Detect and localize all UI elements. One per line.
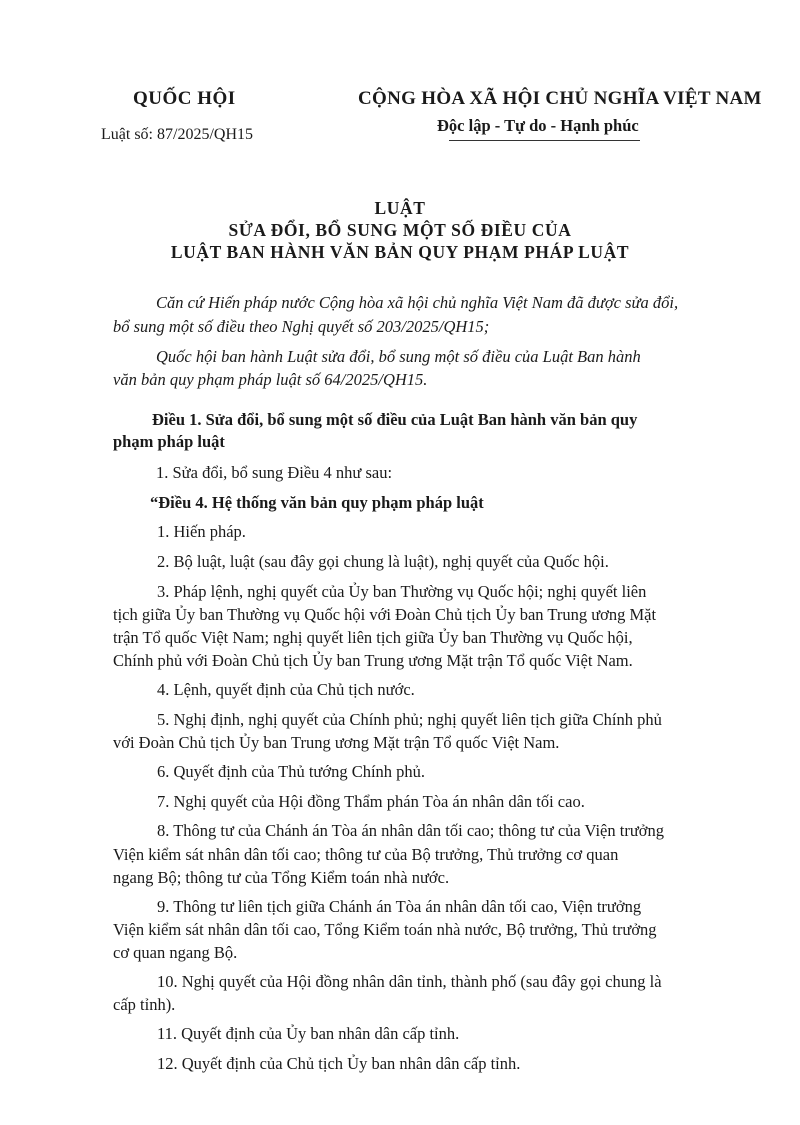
list-item: 4. Lệnh, quyết định của Chủ tịch nước.	[157, 680, 415, 699]
doc-title-line-1: SỬA ĐỔI, BỔ SUNG MỘT SỐ ĐIỀU CỦA	[228, 220, 572, 240]
issuing-body: QUỐC HỘI	[133, 88, 236, 109]
list-item-cont: cấp tỉnh).	[113, 995, 176, 1014]
doc-title-line-2: LUẬT BAN HÀNH VĂN BẢN QUY PHẠM PHÁP LUẬT	[170, 242, 630, 262]
list-item-cont: Viện kiểm sát nhân dân tối cao, Tổng Kiểm toán nhà nước, Bộ trưởng, Thủ trưởng	[113, 920, 657, 939]
list-item-cont: tịch giữa Ủy ban Thường vụ Quốc hội với Đoàn Chủ tịch Ủy ban Trung ương Mặt	[113, 605, 657, 624]
list-item: 1. Hiến pháp.	[157, 522, 246, 541]
list-item: 10. Nghị quyết của Hội đồng nhân dân tỉnh, thành phố (sau đây gọi chung là	[157, 972, 662, 991]
doc-title-type: LUẬT	[374, 198, 426, 218]
amended-article-heading: “Điều 4. Hệ thống văn bản quy phạm pháp luật	[150, 493, 484, 512]
list-item: 6. Quyết định của Thủ tướng Chính phủ.	[157, 762, 426, 781]
national-title: CỘNG HÒA XÃ HỘI CHỦ NGHĨA VIỆT NAM	[358, 88, 762, 109]
list-item: 5. Nghị định, nghị quyết của Chính phủ; nghị quyết liên tịch giữa Chính phủ	[157, 710, 662, 729]
list-item: 3. Pháp lệnh, nghị quyết của Ủy ban Thường vụ Quốc hội; nghị quyết liên	[157, 582, 647, 601]
law-number: Luật số: 87/2025/QH15	[101, 126, 253, 143]
national-motto: Độc lập - Tự do - Hạnh phúc	[437, 116, 639, 135]
list-item: 11. Quyết định của Ủy ban nhân dân cấp tỉnh.	[157, 1024, 460, 1043]
list-item: 2. Bộ luật, luật (sau đây gọi chung là luật), nghị quyết của Quốc hội.	[157, 552, 609, 571]
list-item: 12. Quyết định của Chủ tịch Ủy ban nhân dân cấp tỉnh.	[157, 1054, 521, 1073]
preamble-line: bổ sung một số điều theo Nghị quyết số 203/2025/QH15;	[113, 317, 490, 336]
preamble-line: Căn cứ Hiến pháp nước Cộng hòa xã hội chủ nghĩa Việt Nam đã được sửa đổi,	[156, 293, 679, 312]
article-heading-cont: phạm pháp luật	[113, 432, 225, 451]
list-item: 9. Thông tư liên tịch giữa Chánh án Tòa án nhân dân tối cao, Viện trưởng	[157, 897, 642, 916]
article-heading: Điều 1. Sửa đổi, bổ sung một số điều của Luật Ban hành văn bản quy	[152, 410, 638, 429]
list-item-cont: trận Tổ quốc Việt Nam; nghị quyết liên tịch giữa Ủy ban Thường vụ Quốc hội,	[113, 628, 633, 647]
preamble-line: văn bản quy phạm pháp luật số 64/2025/QH15.	[113, 370, 428, 389]
preamble-line: Quốc hội ban hành Luật sửa đổi, bổ sung một số điều của Luật Ban hành	[156, 347, 641, 366]
list-item: 8. Thông tư của Chánh án Tòa án nhân dân tối cao; thông tư của Viện trưởng	[157, 821, 664, 840]
clause-line: 1. Sửa đổi, bổ sung Điều 4 như sau:	[156, 463, 393, 482]
list-item-cont: cơ quan ngang Bộ.	[113, 943, 238, 962]
motto-underline	[449, 140, 640, 141]
list-item-cont: Viện kiểm sát nhân dân tối cao; thông tư của Bộ trưởng, Thủ trưởng cơ quan	[113, 845, 619, 864]
list-item-cont: Chính phủ với Đoàn Chủ tịch Ủy ban Trung ương Mặt trận Tổ quốc Việt Nam.	[113, 651, 633, 670]
list-item-cont: ngang Bộ; thông tư của Tổng Kiểm toán nhà nước.	[113, 868, 450, 887]
list-item-cont: với Đoàn Chủ tịch Ủy ban Trung ương Mặt trận Tổ quốc Việt Nam.	[113, 733, 560, 752]
list-item: 7. Nghị quyết của Hội đồng Thẩm phán Tòa án nhân dân tối cao.	[157, 792, 585, 811]
